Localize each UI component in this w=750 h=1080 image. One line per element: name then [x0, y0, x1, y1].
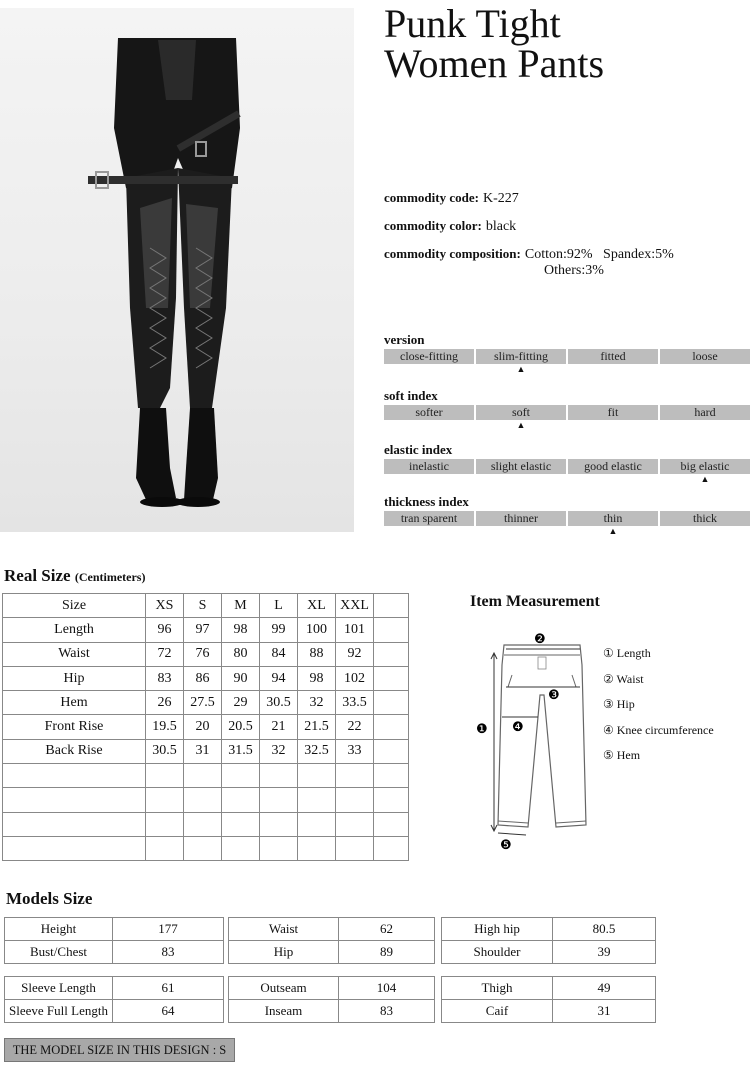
- table-row: [5, 977, 224, 1000]
- index-bar: [384, 349, 750, 364]
- table-cell: [298, 788, 336, 812]
- product-title-line1: Punk Tight: [384, 1, 561, 46]
- table-row: [442, 941, 656, 964]
- table-row: [229, 977, 435, 1000]
- table-cell: [298, 764, 336, 788]
- index-option: close-fitting: [384, 349, 474, 364]
- table-cell: 86: [184, 666, 222, 690]
- index-bar: [384, 511, 750, 526]
- table-row: [3, 618, 409, 642]
- table-cell: 83: [339, 1000, 435, 1023]
- table-cell: [146, 812, 184, 836]
- legend-hip: ③ Hip: [603, 697, 635, 711]
- table-cell: 72: [146, 642, 184, 666]
- pants-diagram-icon: [470, 625, 610, 853]
- table-cell: [374, 691, 409, 715]
- index-mark: [476, 526, 566, 536]
- table-cell: 89: [339, 941, 435, 964]
- table-cell: [374, 618, 409, 642]
- table-cell: 30.5: [146, 739, 184, 763]
- model-size-note: THE MODEL SIZE IN THIS DESIGN : S: [4, 1038, 235, 1062]
- index-option: hard: [660, 405, 750, 420]
- table-cell: [146, 764, 184, 788]
- spec-color-key: commodity color:: [384, 218, 482, 233]
- spec-composition-key: commodity composition:: [384, 246, 521, 261]
- item-measurement-title: Item Measurement: [470, 593, 600, 610]
- index-thickness: [384, 494, 750, 536]
- table-cell: 76: [184, 642, 222, 666]
- selection-marker-icon: ▲: [516, 364, 526, 374]
- table-cell: 99: [260, 618, 298, 642]
- table-row: [229, 941, 435, 964]
- table-cell: Thigh: [442, 977, 553, 1000]
- table-cell: 49: [553, 977, 656, 1000]
- table-cell: [374, 666, 409, 690]
- table-cell: [374, 812, 409, 836]
- table-row: [3, 764, 409, 788]
- index-option: slim-fitting: [476, 349, 566, 364]
- table-cell: [184, 836, 222, 860]
- models-table-6: [441, 976, 656, 1023]
- spec-composition: [384, 246, 674, 263]
- table-cell: High hip: [442, 918, 553, 941]
- legend-waist: ② Waist: [603, 671, 644, 686]
- table-header-cell: M: [222, 594, 260, 618]
- selection-marker-icon: ▲: [608, 526, 618, 536]
- index-option: thick: [660, 511, 750, 526]
- table-cell: 21: [260, 715, 298, 739]
- table-cell: [374, 739, 409, 763]
- table-cell: Waist: [3, 642, 146, 666]
- table-cell: 33.5: [336, 691, 374, 715]
- table-row: [3, 836, 409, 860]
- table-cell: [260, 764, 298, 788]
- table-cell: Front Rise: [3, 715, 146, 739]
- spec-composition-value2: Others:3%: [544, 263, 604, 278]
- table-cell: 22: [336, 715, 374, 739]
- index-mark: [568, 364, 658, 374]
- table-cell: 33: [336, 739, 374, 763]
- table-row: [442, 977, 656, 1000]
- table-cell: 39: [553, 941, 656, 964]
- spec-color: [384, 218, 516, 235]
- marker-5: ❺: [500, 837, 512, 852]
- index-option: softer: [384, 405, 474, 420]
- table-cell: Length: [3, 618, 146, 642]
- real-size-title: [4, 566, 145, 586]
- index-mark: [568, 474, 658, 484]
- table-cell: [260, 788, 298, 812]
- table-cell: [222, 788, 260, 812]
- pants-model-illustration: [0, 8, 354, 532]
- index-label: version: [384, 332, 425, 347]
- table-cell: Height: [5, 918, 113, 941]
- table-cell: 94: [260, 666, 298, 690]
- table-row: [3, 739, 409, 763]
- table-row: [3, 642, 409, 666]
- marker-1: ❶: [476, 721, 488, 736]
- index-option: thinner: [476, 511, 566, 526]
- legend-hem: ⑤ Hem: [603, 748, 641, 762]
- spec-color-value: black: [485, 219, 517, 234]
- table-row: [3, 788, 409, 812]
- spec-code-value: K-227: [482, 191, 519, 206]
- table-header-cell: S: [184, 594, 222, 618]
- marker-4: ❹: [512, 719, 524, 734]
- index-option: good elastic: [568, 459, 658, 474]
- table-cell: Shoulder: [442, 941, 553, 964]
- table-cell: 19.5: [146, 715, 184, 739]
- table-cell: 104: [339, 977, 435, 1000]
- index-mark: [660, 364, 750, 374]
- table-cell: 26: [146, 691, 184, 715]
- legend-knee: ④ Knee circumference: [603, 722, 714, 737]
- index-option: inelastic: [384, 459, 474, 474]
- table-header-cell: [374, 594, 409, 618]
- table-cell: 102: [336, 666, 374, 690]
- marker-3: ❸: [548, 687, 560, 702]
- index-option: fitted: [568, 349, 658, 364]
- table-cell: 27.5: [184, 691, 222, 715]
- table-cell: 98: [298, 666, 336, 690]
- marker-2: ❷: [534, 631, 546, 646]
- models-size-title: Models Size: [6, 889, 93, 908]
- table-cell: [222, 812, 260, 836]
- product-photo: [0, 8, 354, 532]
- table-cell: [374, 642, 409, 666]
- models-table-3: [441, 917, 656, 964]
- table-cell: 100: [298, 618, 336, 642]
- table-cell: [374, 836, 409, 860]
- spec-code-key: commodity code:: [384, 190, 479, 205]
- table-cell: 84: [260, 642, 298, 666]
- index-mark: [384, 420, 474, 430]
- index-version: [384, 332, 750, 374]
- spec-composition-line2: [544, 263, 604, 279]
- table-cell: 29: [222, 691, 260, 715]
- table-cell: [3, 812, 146, 836]
- table-row: [442, 918, 656, 941]
- table-cell: 90: [222, 666, 260, 690]
- spec-composition-value: Cotton:92% Spandex:5%: [524, 247, 674, 262]
- index-option: loose: [660, 349, 750, 364]
- table-row: [3, 812, 409, 836]
- table-row: [3, 691, 409, 715]
- table-cell: 177: [113, 918, 224, 941]
- real-size-unit: (Centimeters): [74, 570, 146, 584]
- index-marks: [384, 474, 750, 484]
- index-mark: [660, 420, 750, 430]
- table-cell: 83: [146, 666, 184, 690]
- index-marks: [384, 364, 750, 374]
- models-table-5: [228, 976, 435, 1023]
- table-cell: [146, 788, 184, 812]
- table-row: [442, 1000, 656, 1023]
- table-row: [229, 1000, 435, 1023]
- index-bar: [384, 405, 750, 420]
- table-cell: [298, 836, 336, 860]
- index-label: elastic index: [384, 442, 453, 457]
- table-cell: 31.5: [222, 739, 260, 763]
- table-header-cell: XL: [298, 594, 336, 618]
- table-cell: Back Rise: [3, 739, 146, 763]
- index-option: tran sparent: [384, 511, 474, 526]
- table-header-cell: L: [260, 594, 298, 618]
- table-cell: Outseam: [229, 977, 339, 1000]
- table-cell: 98: [222, 618, 260, 642]
- table-row: [5, 1000, 224, 1023]
- table-cell: 101: [336, 618, 374, 642]
- table-cell: 80: [222, 642, 260, 666]
- table-header-cell: XXL: [336, 594, 374, 618]
- index-mark: [384, 526, 474, 536]
- product-title-line2: Women Pants: [384, 41, 605, 86]
- table-cell: Hip: [3, 666, 146, 690]
- real-size-table: [2, 593, 409, 861]
- table-cell: 30.5: [260, 691, 298, 715]
- table-cell: [184, 764, 222, 788]
- index-mark: [476, 474, 566, 484]
- table-row: [3, 715, 409, 739]
- table-cell: [146, 836, 184, 860]
- table-cell: Sleeve Full Length: [5, 1000, 113, 1023]
- table-cell: [336, 836, 374, 860]
- table-cell: 32: [298, 691, 336, 715]
- table-header-row: [3, 594, 409, 618]
- table-cell: 88: [298, 642, 336, 666]
- spec-code: [384, 190, 519, 207]
- index-option: fit: [568, 405, 658, 420]
- table-cell: 97: [184, 618, 222, 642]
- measurement-diagram: [470, 625, 610, 853]
- table-cell: 31: [553, 1000, 656, 1023]
- table-cell: 83: [113, 941, 224, 964]
- table-row: [3, 666, 409, 690]
- table-cell: Sleeve Length: [5, 977, 113, 1000]
- index-elastic: [384, 442, 750, 484]
- table-cell: 32.5: [298, 739, 336, 763]
- table-cell: 21.5: [298, 715, 336, 739]
- table-cell: 61: [113, 977, 224, 1000]
- index-mark: [384, 474, 474, 484]
- index-label: soft index: [384, 388, 438, 403]
- table-cell: [298, 812, 336, 836]
- table-cell: [374, 788, 409, 812]
- table-cell: [222, 764, 260, 788]
- measurement-legend: [603, 646, 714, 774]
- table-cell: Hem: [3, 691, 146, 715]
- table-cell: 32: [260, 739, 298, 763]
- selection-marker-icon: ▲: [700, 474, 710, 484]
- index-option: slight elastic: [476, 459, 566, 474]
- models-table-2: [228, 917, 435, 964]
- table-cell: 64: [113, 1000, 224, 1023]
- table-row: [229, 918, 435, 941]
- table-cell: [3, 764, 146, 788]
- table-cell: [374, 764, 409, 788]
- table-cell: 80.5: [553, 918, 656, 941]
- table-cell: Caif: [442, 1000, 553, 1023]
- table-header-cell: Size: [3, 594, 146, 618]
- legend-length: ① Length: [603, 646, 651, 660]
- table-cell: [3, 836, 146, 860]
- table-cell: [260, 836, 298, 860]
- table-cell: [222, 836, 260, 860]
- table-cell: Hip: [229, 941, 339, 964]
- index-marks: [384, 526, 750, 536]
- models-table-4: [4, 976, 224, 1023]
- index-mark: [384, 364, 474, 374]
- index-soft: [384, 388, 750, 430]
- index-mark: [568, 420, 658, 430]
- table-row: [5, 918, 224, 941]
- table-cell: [374, 715, 409, 739]
- table-cell: [260, 812, 298, 836]
- selection-marker-icon: ▲: [516, 420, 526, 430]
- index-label: thickness index: [384, 494, 469, 509]
- table-cell: [336, 812, 374, 836]
- index-bar: [384, 459, 750, 474]
- table-row: [5, 941, 224, 964]
- index-option: soft: [476, 405, 566, 420]
- table-cell: Inseam: [229, 1000, 339, 1023]
- table-cell: [336, 764, 374, 788]
- table-cell: 92: [336, 642, 374, 666]
- models-table-1: [4, 917, 224, 964]
- table-cell: 20.5: [222, 715, 260, 739]
- table-cell: 96: [146, 618, 184, 642]
- index-marks: [384, 420, 750, 430]
- real-size-title-text: Real Size: [4, 566, 71, 585]
- index-option: thin: [568, 511, 658, 526]
- table-cell: [184, 788, 222, 812]
- table-cell: 20: [184, 715, 222, 739]
- table-cell: Bust/Chest: [5, 941, 113, 964]
- table-cell: 62: [339, 918, 435, 941]
- table-cell: [336, 788, 374, 812]
- table-cell: Waist: [229, 918, 339, 941]
- table-header-cell: XS: [146, 594, 184, 618]
- table-cell: [184, 812, 222, 836]
- product-title: [384, 1, 605, 86]
- table-cell: [3, 788, 146, 812]
- index-mark: [660, 526, 750, 536]
- index-option: big elastic: [660, 459, 750, 474]
- table-cell: 31: [184, 739, 222, 763]
